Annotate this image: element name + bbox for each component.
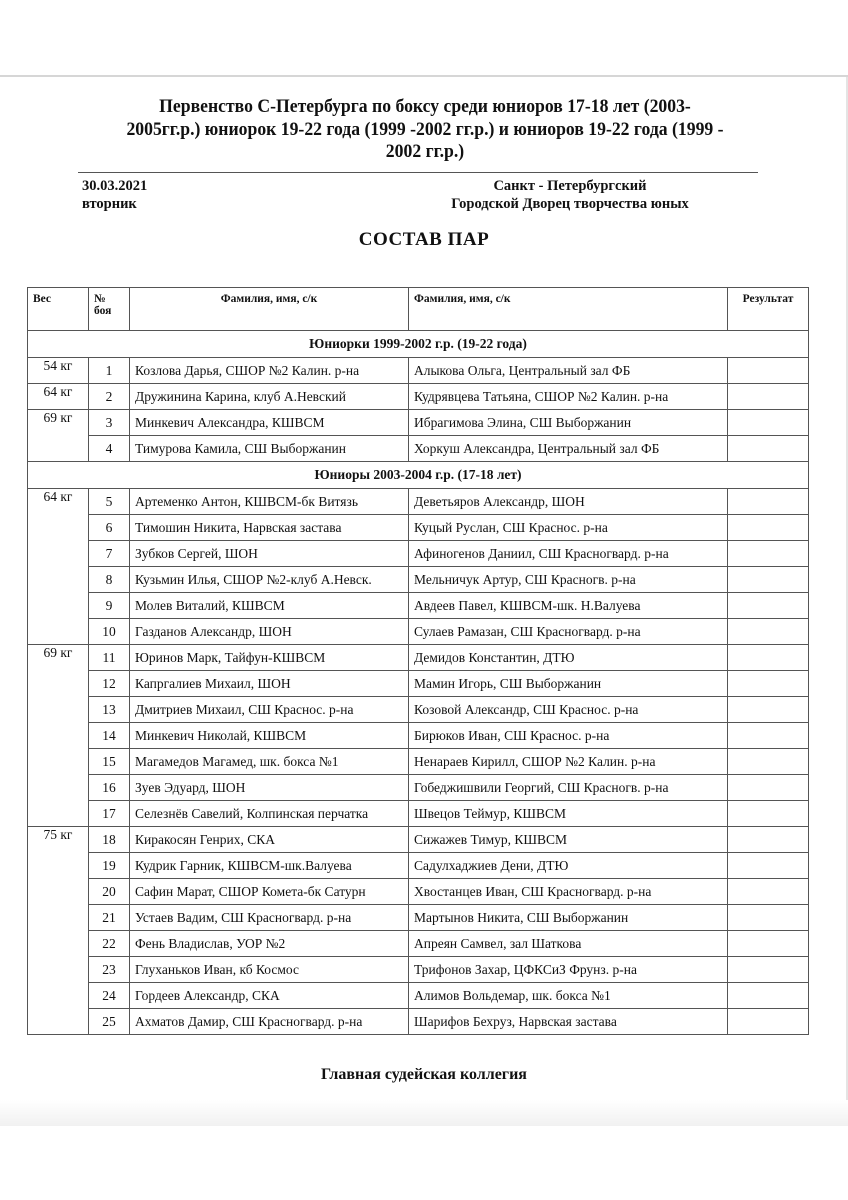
bout-number-cell: 4 <box>89 436 130 462</box>
table-row <box>28 853 809 879</box>
bout-number-cell: 7 <box>89 541 130 567</box>
result-cell <box>728 801 809 827</box>
table-row <box>28 410 809 436</box>
fighter1-cell: Дмитриев Михаил, СШ Краснос. р-на <box>130 697 409 723</box>
result-cell <box>728 489 809 515</box>
weight-cell: 69 кг <box>28 645 89 827</box>
fighter1-cell: Капргалиев Михаил, ШОН <box>130 671 409 697</box>
bout-number-cell: 25 <box>89 1009 130 1035</box>
fighter1-cell: Молев Виталий, КШВСМ <box>130 593 409 619</box>
fighter1-cell: Глуханьков Иван, кб Космос <box>130 957 409 983</box>
document-title <box>104 96 746 164</box>
table-row <box>28 489 809 515</box>
bout-number-cell: 12 <box>89 671 130 697</box>
fighter2-cell: Сулаев Рамазан, СШ Красногвард. р-на <box>409 619 728 645</box>
fighter2-cell: Хвостанцев Иван, СШ Красногвард. р-на <box>409 879 728 905</box>
section-row <box>28 462 809 489</box>
event-date: 30.03.2021 <box>82 178 148 194</box>
table-row <box>28 515 809 541</box>
weight-cell: 69 кг <box>28 410 89 462</box>
fighter1-cell: Киракосян Генрих, СКА <box>130 827 409 853</box>
fighter2-cell: Мельничук Артур, СШ Красногв. р-на <box>409 567 728 593</box>
result-cell <box>728 723 809 749</box>
table-row <box>28 671 809 697</box>
table-row <box>28 931 809 957</box>
weight-cell: 64 кг <box>28 384 89 410</box>
fighter2-cell: Трифонов Захар, ЦФКСиЗ Фрунз. р-на <box>409 957 728 983</box>
table-row <box>28 358 809 384</box>
bout-number-cell: 8 <box>89 567 130 593</box>
result-cell <box>728 775 809 801</box>
result-cell <box>728 567 809 593</box>
fighter1-cell: Кузьмин Илья, СШОР №2-клуб А.Невск. <box>130 567 409 593</box>
fighter2-cell: Бирюков Иван, СШ Краснос. р-на <box>409 723 728 749</box>
bout-number-cell: 11 <box>89 645 130 671</box>
venue-line-2: Городской Дворец творчества юных <box>451 196 689 212</box>
fighter2-cell: Демидов Константин, ДТЮ <box>409 645 728 671</box>
table-row <box>28 593 809 619</box>
bout-number-cell: 23 <box>89 957 130 983</box>
pairs-table-body <box>28 331 809 1035</box>
fighter1-cell: Ахматов Дамир, СШ Красногвард. р-на <box>130 1009 409 1035</box>
pairs-table <box>27 287 809 1035</box>
fighter1-cell: Артеменко Антон, КШВСМ-бк Витязь <box>130 489 409 515</box>
header-bout-no-line2: боя <box>94 305 112 317</box>
table-row <box>28 827 809 853</box>
result-cell <box>728 827 809 853</box>
fighter2-cell: Алыкова Ольга, Центральный зал ФБ <box>409 358 728 384</box>
result-cell <box>728 1009 809 1035</box>
table-row <box>28 801 809 827</box>
bout-number-cell: 17 <box>89 801 130 827</box>
table-row <box>28 749 809 775</box>
weight-cell: 64 кг <box>28 489 89 645</box>
header-bout-no <box>89 288 130 331</box>
fighter1-cell: Зубков Сергей, ШОН <box>130 541 409 567</box>
fighter1-cell: Гордеев Александр, СКА <box>130 983 409 1009</box>
fighter1-cell: Сафин Марат, СШОР Комета-бк Сатурн <box>130 879 409 905</box>
section-title: Юниоры 2003-2004 г.р. (17-18 лет) <box>28 462 809 489</box>
table-row <box>28 567 809 593</box>
table-row <box>28 983 809 1009</box>
table-row <box>28 1009 809 1035</box>
result-cell <box>728 593 809 619</box>
fighter1-cell: Кудрик Гарник, КШВСМ-шк.Валуева <box>130 853 409 879</box>
bout-number-cell: 14 <box>89 723 130 749</box>
bout-number-cell: 20 <box>89 879 130 905</box>
bout-number-cell: 9 <box>89 593 130 619</box>
fighter2-cell: Сижажев Тимур, КШВСМ <box>409 827 728 853</box>
table-row <box>28 879 809 905</box>
table-row <box>28 697 809 723</box>
fighter1-cell: Дружинина Карина, клуб А.Невский <box>130 384 409 410</box>
table-row <box>28 645 809 671</box>
bout-number-cell: 18 <box>89 827 130 853</box>
page-bottom-shadow <box>0 1100 848 1126</box>
table-row <box>28 957 809 983</box>
bout-number-cell: 13 <box>89 697 130 723</box>
weight-cell: 54 кг <box>28 358 89 384</box>
event-date-block <box>82 177 147 213</box>
fighter1-cell: Селезнёв Савелий, Колпинская перчатка <box>130 801 409 827</box>
judges-panel-caption: Главная судейская коллегия <box>321 1066 527 1083</box>
page-edge-line <box>0 75 848 77</box>
fighter2-cell: Деветьяров Александр, ШОН <box>409 489 728 515</box>
fighter2-cell: Хоркуш Александра, Центральный зал ФБ <box>409 436 728 462</box>
table-row <box>28 436 809 462</box>
bout-number-cell: 24 <box>89 983 130 1009</box>
result-cell <box>728 619 809 645</box>
header-result: Результат <box>728 288 809 331</box>
table-row <box>28 723 809 749</box>
result-cell <box>728 436 809 462</box>
result-cell <box>728 541 809 567</box>
table-row <box>28 775 809 801</box>
result-cell <box>728 749 809 775</box>
document-heading: СОСТАВ ПАР <box>358 229 490 250</box>
fighter1-cell: Зуев Эдуард, ШОН <box>130 775 409 801</box>
venue-line-1: Санкт - Петербургский <box>493 178 647 194</box>
weight-cell: 75 кг <box>28 827 89 1035</box>
fighter1-cell: Газданов Александр, ШОН <box>130 619 409 645</box>
fighter2-cell: Мартынов Никита, СШ Выборжанин <box>409 905 728 931</box>
fighter2-cell: Ненараев Кирилл, СШОР №2 Калин. р-на <box>409 749 728 775</box>
fighter2-cell: Мамин Игорь, СШ Выборжанин <box>409 671 728 697</box>
fighter1-cell: Минкевич Николай, КШВСМ <box>130 723 409 749</box>
table-header-row <box>28 288 809 331</box>
fighter1-cell: Тимошин Никита, Нарвская застава <box>130 515 409 541</box>
fighter1-cell: Магамедов Магамед, шк. бокса №1 <box>130 749 409 775</box>
bout-number-cell: 15 <box>89 749 130 775</box>
section-row <box>28 331 809 358</box>
bout-number-cell: 21 <box>89 905 130 931</box>
fighter1-cell: Юринов Марк, Тайфун-КШВСМ <box>130 645 409 671</box>
table-row <box>28 619 809 645</box>
fighter2-cell: Шарифов Бехруз, Нарвская застава <box>409 1009 728 1035</box>
table-row <box>28 541 809 567</box>
fighter2-cell: Козовой Александр, СШ Краснос. р-на <box>409 697 728 723</box>
header-divider <box>78 172 758 173</box>
fighter2-cell: Садулхаджиев Дени, ДТЮ <box>409 853 728 879</box>
fighter2-cell: Кудрявцева Татьяна, СШОР №2 Калин. р-на <box>409 384 728 410</box>
result-cell <box>728 983 809 1009</box>
result-cell <box>728 358 809 384</box>
bout-number-cell: 6 <box>89 515 130 541</box>
fighter2-cell: Ибрагимова Элина, СШ Выборжанин <box>409 410 728 436</box>
fighter2-cell: Апреян Самвел, зал Шаткова <box>409 931 728 957</box>
fighter2-cell: Швецов Теймур, КШВСМ <box>409 801 728 827</box>
fighter2-cell: Авдеев Павел, КШВСМ-шк. Н.Валуева <box>409 593 728 619</box>
fighter1-cell: Устаев Вадим, СШ Красногвард. р-на <box>130 905 409 931</box>
result-cell <box>728 384 809 410</box>
header-fighter2: Фамилия, имя, с/к <box>409 288 728 331</box>
result-cell <box>728 931 809 957</box>
bout-number-cell: 3 <box>89 410 130 436</box>
fighter1-cell: Тимурова Камила, СШ Выборжанин <box>130 436 409 462</box>
table-row <box>28 905 809 931</box>
document-title-line: 2005гг.р.) юниорок 19-22 года (1999 -2002 гг.р.) и юниоров 19-22 года (1999 - <box>126 118 724 140</box>
result-cell <box>728 410 809 436</box>
table-row <box>28 384 809 410</box>
bout-number-cell: 22 <box>89 931 130 957</box>
fighter2-cell: Гобеджишвили Георгий, СШ Красногв. р-на <box>409 775 728 801</box>
event-venue-block <box>420 177 720 213</box>
fighter2-cell: Афиногенов Даниил, СШ Красногвард. р-на <box>409 541 728 567</box>
header-fighter1: Фамилия, имя, с/к <box>130 288 409 331</box>
header-weight: Вес <box>28 288 89 331</box>
fighter1-cell: Минкевич Александра, КШВСМ <box>130 410 409 436</box>
result-cell <box>728 671 809 697</box>
result-cell <box>728 905 809 931</box>
section-title: Юниорки 1999-2002 г.р. (19-22 года) <box>28 331 809 358</box>
bout-number-cell: 19 <box>89 853 130 879</box>
fighter1-cell: Фень Владислав, УОР №2 <box>130 931 409 957</box>
event-weekday: вторник <box>82 196 137 212</box>
fighter1-cell: Козлова Дарья, СШОР №2 Калин. р-на <box>130 358 409 384</box>
result-cell <box>728 879 809 905</box>
result-cell <box>728 515 809 541</box>
document-title-line: Первенство С-Петербурга по боксу среди юниоров 17-18 лет (2003- <box>159 96 691 117</box>
bout-number-cell: 2 <box>89 384 130 410</box>
bout-number-cell: 16 <box>89 775 130 801</box>
result-cell <box>728 853 809 879</box>
header-bout-no-line1: № <box>94 293 106 305</box>
bout-number-cell: 10 <box>89 619 130 645</box>
result-cell <box>728 957 809 983</box>
bout-number-cell: 1 <box>89 358 130 384</box>
fighter2-cell: Алимов Вольдемар, шк. бокса №1 <box>409 983 728 1009</box>
fighter2-cell: Куцый Руслан, СШ Краснос. р-на <box>409 515 728 541</box>
result-cell <box>728 645 809 671</box>
bout-number-cell: 5 <box>89 489 130 515</box>
document-title-line: 2002 гг.р.) <box>385 141 465 162</box>
result-cell <box>728 697 809 723</box>
